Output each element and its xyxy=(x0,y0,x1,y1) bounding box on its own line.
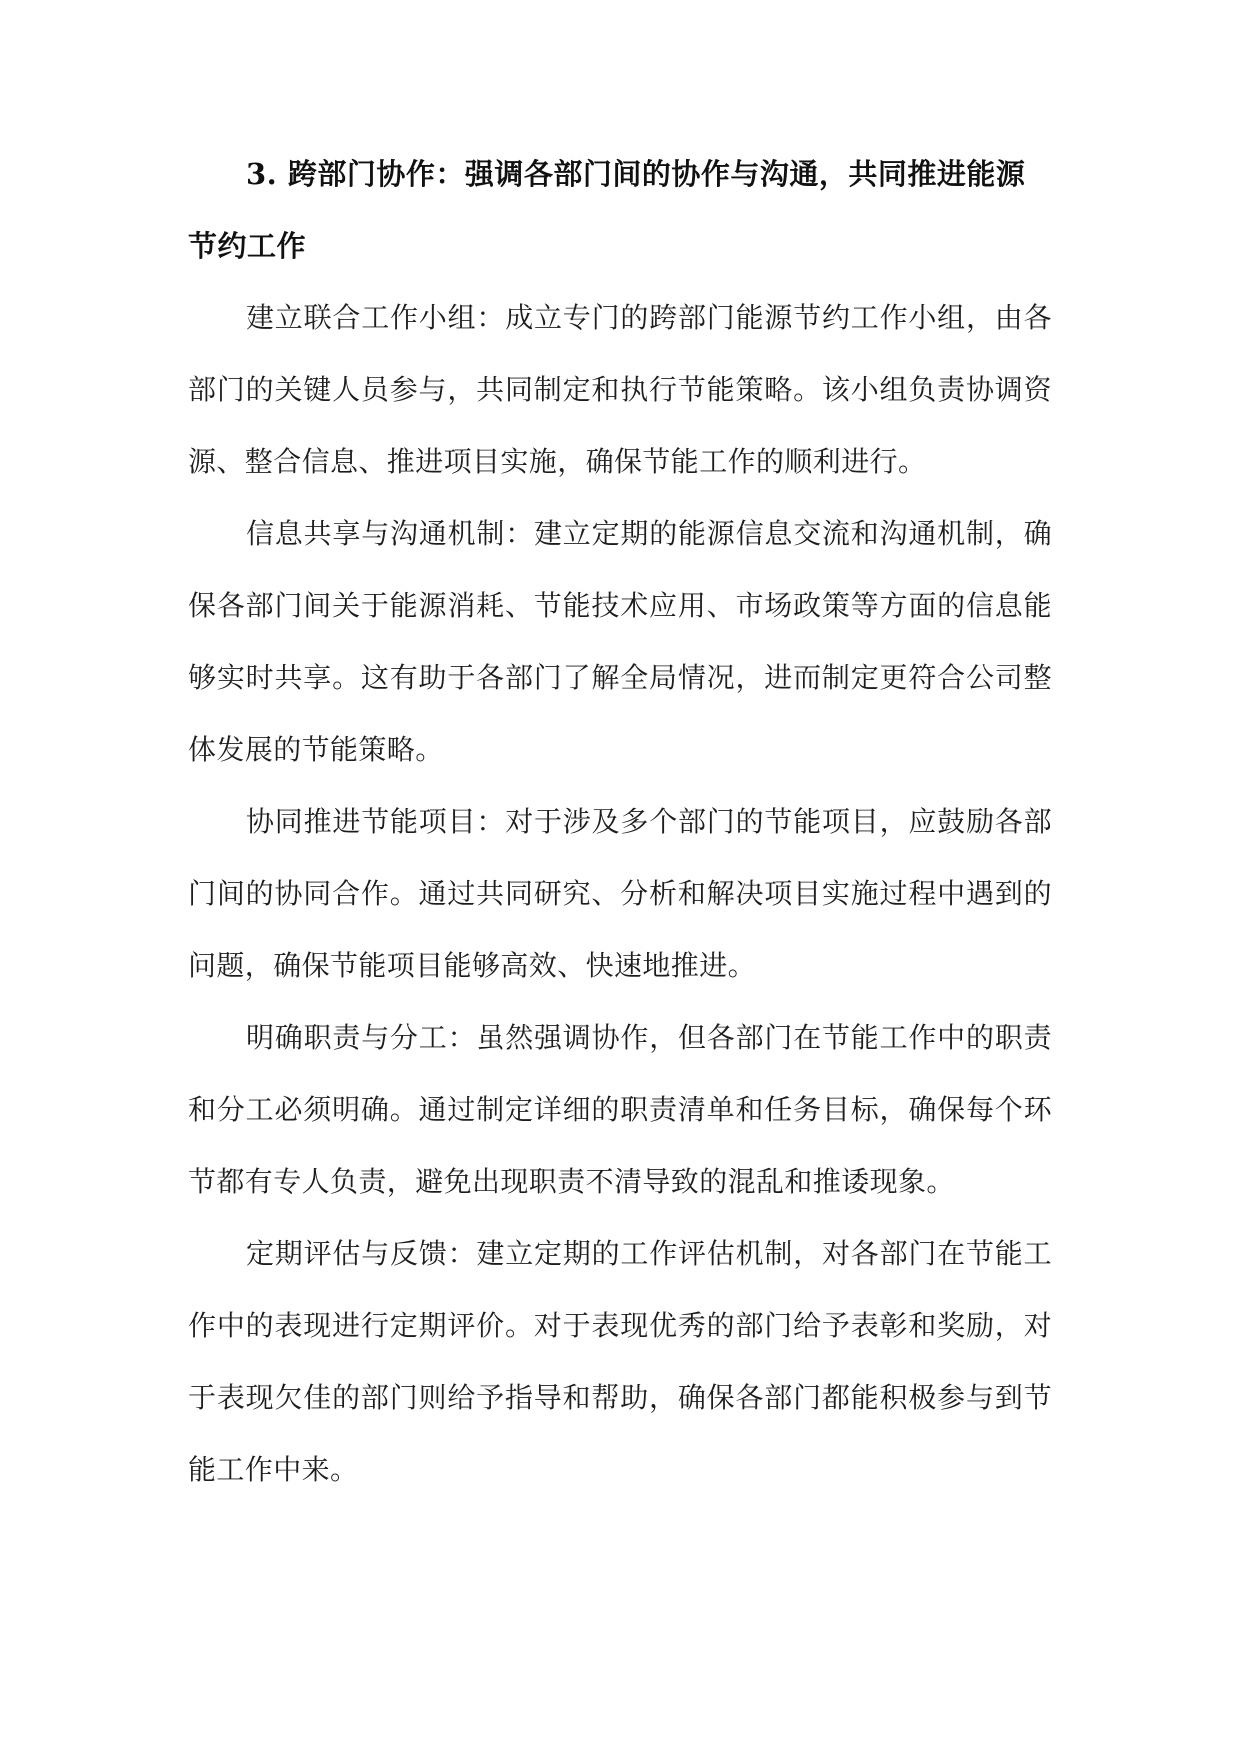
paragraph-collaborative-projects: 协同推进节能项目：对于涉及多个部门的节能项目，应鼓励各部门间的协同合作。通过共同研究、分析和解决项目实施过程中遇到的问题，确保节能项目能够高效、快速地推进。 xyxy=(188,805,1052,982)
section-heading: 3. 跨部门协作：强调各部门间的协作与沟通，共同推进能源节约工作 xyxy=(188,157,1026,263)
paragraph-information-sharing: 信息共享与沟通机制：建立定期的能源信息交流和沟通机制，确保各部门间关于能源消耗、节能技术应用、市场政策等方面的信息能够实时共享。这有助于各部门了解全局情况，进而制定更符合公司整体发展的节能策略。 xyxy=(188,517,1052,766)
paragraph-responsibilities: 明确职责与分工：虽然强调协作，但各部门在节能工作中的职责和分工必须明确。通过制定详细的职责清单和任务目标，确保每个环节都有专人负责，避免出现职责不清导致的混乱和推诿现象。 xyxy=(188,1021,1052,1198)
paragraph-evaluation-feedback: 定期评估与反馈：建立定期的工作评估机制，对各部门在节能工作中的表现进行定期评价。对于表现优秀的部门给予表彰和奖励，对于表现欠佳的部门则给予指导和帮助，确保各部门都能积极参与到节能工作中来。 xyxy=(188,1237,1052,1486)
paragraph-joint-working-group: 建立联合工作小组：成立专门的跨部门能源节约工作小组，由各部门的关键人员参与，共同制定和执行节能策略。该小组负责协调资源、整合信息、推进项目实施，确保节能工作的顺利进行。 xyxy=(188,301,1052,478)
document-page xyxy=(188,138,1052,1506)
